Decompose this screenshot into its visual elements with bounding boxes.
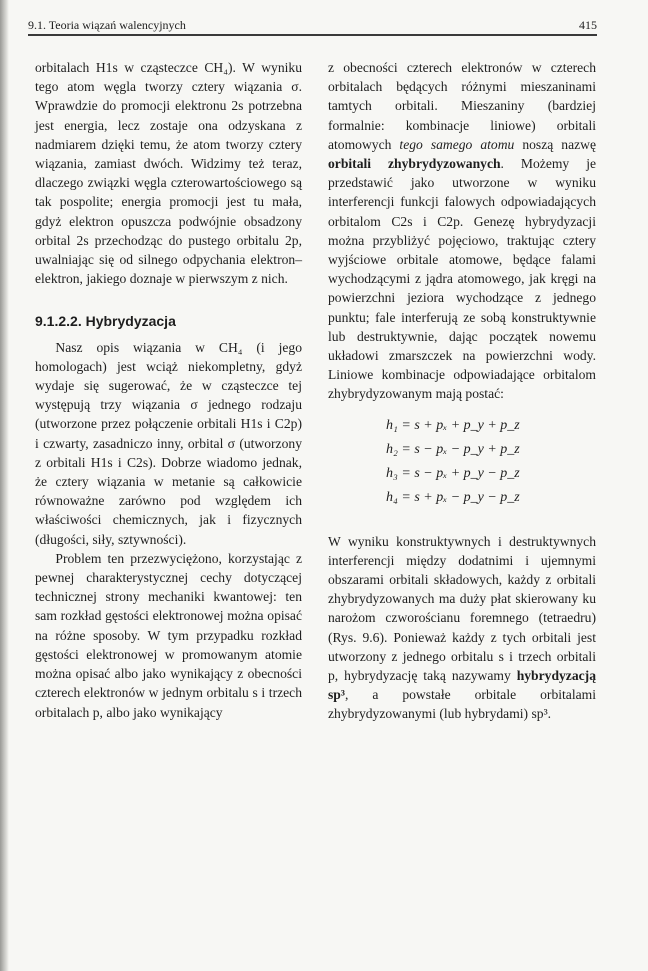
text-run: z obecności czterech elektronów w czterech orbitalach będących różnymi mieszaninami tamtych orbitali. Mieszaniny (bardziej formalnie: kombinacje liniowe) orbitali atomowych [328, 60, 596, 152]
hybrid-orbital-equations [328, 414, 596, 510]
equation-h1: h₁ = s + pₓ + p_y + p_z [386, 417, 520, 433]
key-term: orbitali zhybrydyzowanych [328, 156, 501, 172]
header-rule [28, 34, 597, 36]
paragraph: Nasz opis wiązania w CH₄ (i jego homologach) jest wciąż niekompletny, gdyż wydaje się sugerować, że w cząsteczce tej występują trzy wiązania σ jednego rodzaju (utworzone przez połączenie orbitali H1s i C2p) i czwarty, zasadniczo inny, orbital σ (utworzony z orbitali H1s i C2s). Dobrze wiadomo jednak, że cztery wiązania w metanie są całkowicie równoważne zarówno pod względem ich właściwości chemicznych, jak i fizycznych (długości, siły, sztywności). [35, 339, 302, 547]
text-run: noszą nazwę [514, 136, 596, 152]
section-heading: 9.1.2.2. Hybrydyzacja [35, 313, 176, 330]
equation-h2: h₂ = s − pₓ − p_y + p_z [386, 441, 520, 457]
paragraph [328, 58, 596, 404]
paragraph: orbitalach H1s w cząsteczce CH₄). W wyniku tego atom węgla tworzy cztery wiązania σ. Wprawdzie do promocji elektronu 2s potrzebna jest energia, lecz zostaje ona odzyskana z nadmiarem dzięki temu, że atom tworzy cztery wiązania, zamiast dwóch. Widzimy też teraz, dlaczego związki węgla czterowartościowego są tak pospolite; energia promocji jest tu mała, gdyż elektron opuszcza podwójnie obsadzony orbital 2s przechodząc do pustego orbitalu 2p, uwalniając się od silnego odpychania elektron–elektron, jakiego doznaje w pierwszym z nich. [35, 60, 302, 287]
emphasis-text: tego samego atomu [399, 136, 515, 152]
book-spine-shadow [0, 0, 9, 971]
paragraph [328, 532, 596, 724]
running-header-title: 9.1. Teoria wiązań walencyjnych [28, 18, 186, 32]
text-run: , a powstałe orbitale orbitalami zhybrydyzowanymi (lub hybrydami) sp³. [328, 687, 596, 722]
paragraph: Problem ten przezwyciężono, korzystając z pewnej charakterystycznej cechy dotyczącej technicznej strony mechaniki kwantowej: ten sam rozkład gęstości elektronowej można opisać na różne sposoby. W tym przypadku rozkład gęstości elektronowej w promowanym atomie można opisać albo jako wynikający z obecności czterech elektronów w jednym orbitalu s i trzech orbitalach p, albo jako wynikający [35, 550, 302, 720]
equation-h4: h₄ = s + pₓ − p_y − p_z [386, 489, 520, 505]
text-run: W wyniku konstruktywnych i destruktywnych interferencji między dodatnimi i ujemnymi obszarami orbitali składowych, każdy z orbitali zhybrydyzowanych ma duży płat skierowany ku narożom czworościanu foremnego (tetraedru) (Rys. 9.6). Ponieważ każdy z tych orbitali jest utworzony z jednego orbitalu s i trzech orbitali p, hybrydyzację taką nazywamy [328, 533, 596, 684]
text-run: . Możemy je przedstawić jako utworzone w wyniku interferencji funkcji falowych odpowiadających orbitalom C2s i C2p. Genezę hybrydyzacji można przybliżyć pojęciowo, traktując cztery wyjściowe orbitale atomowe, będące falami wychodzącymi z jądra atomowego, jak kręgi na powierzchni jeziora wychodzące z jednego punktu; fale interferują ze sobą konstruktywnie lub destruktywnie, dając początek nowemu układowi zmarszczek na powierzchni wody. Liniowe kombinacje odpowiadające orbitalom zhybrydyzowanym mają postać: [328, 156, 596, 402]
running-header [28, 14, 597, 34]
key-term: hybrydyzacją sp³ [328, 668, 596, 703]
left-column [35, 58, 302, 722]
page-number: 415 [579, 18, 597, 32]
right-column [328, 58, 596, 724]
equation-h3: h₃ = s − pₓ + p_y − p_z [386, 465, 520, 481]
